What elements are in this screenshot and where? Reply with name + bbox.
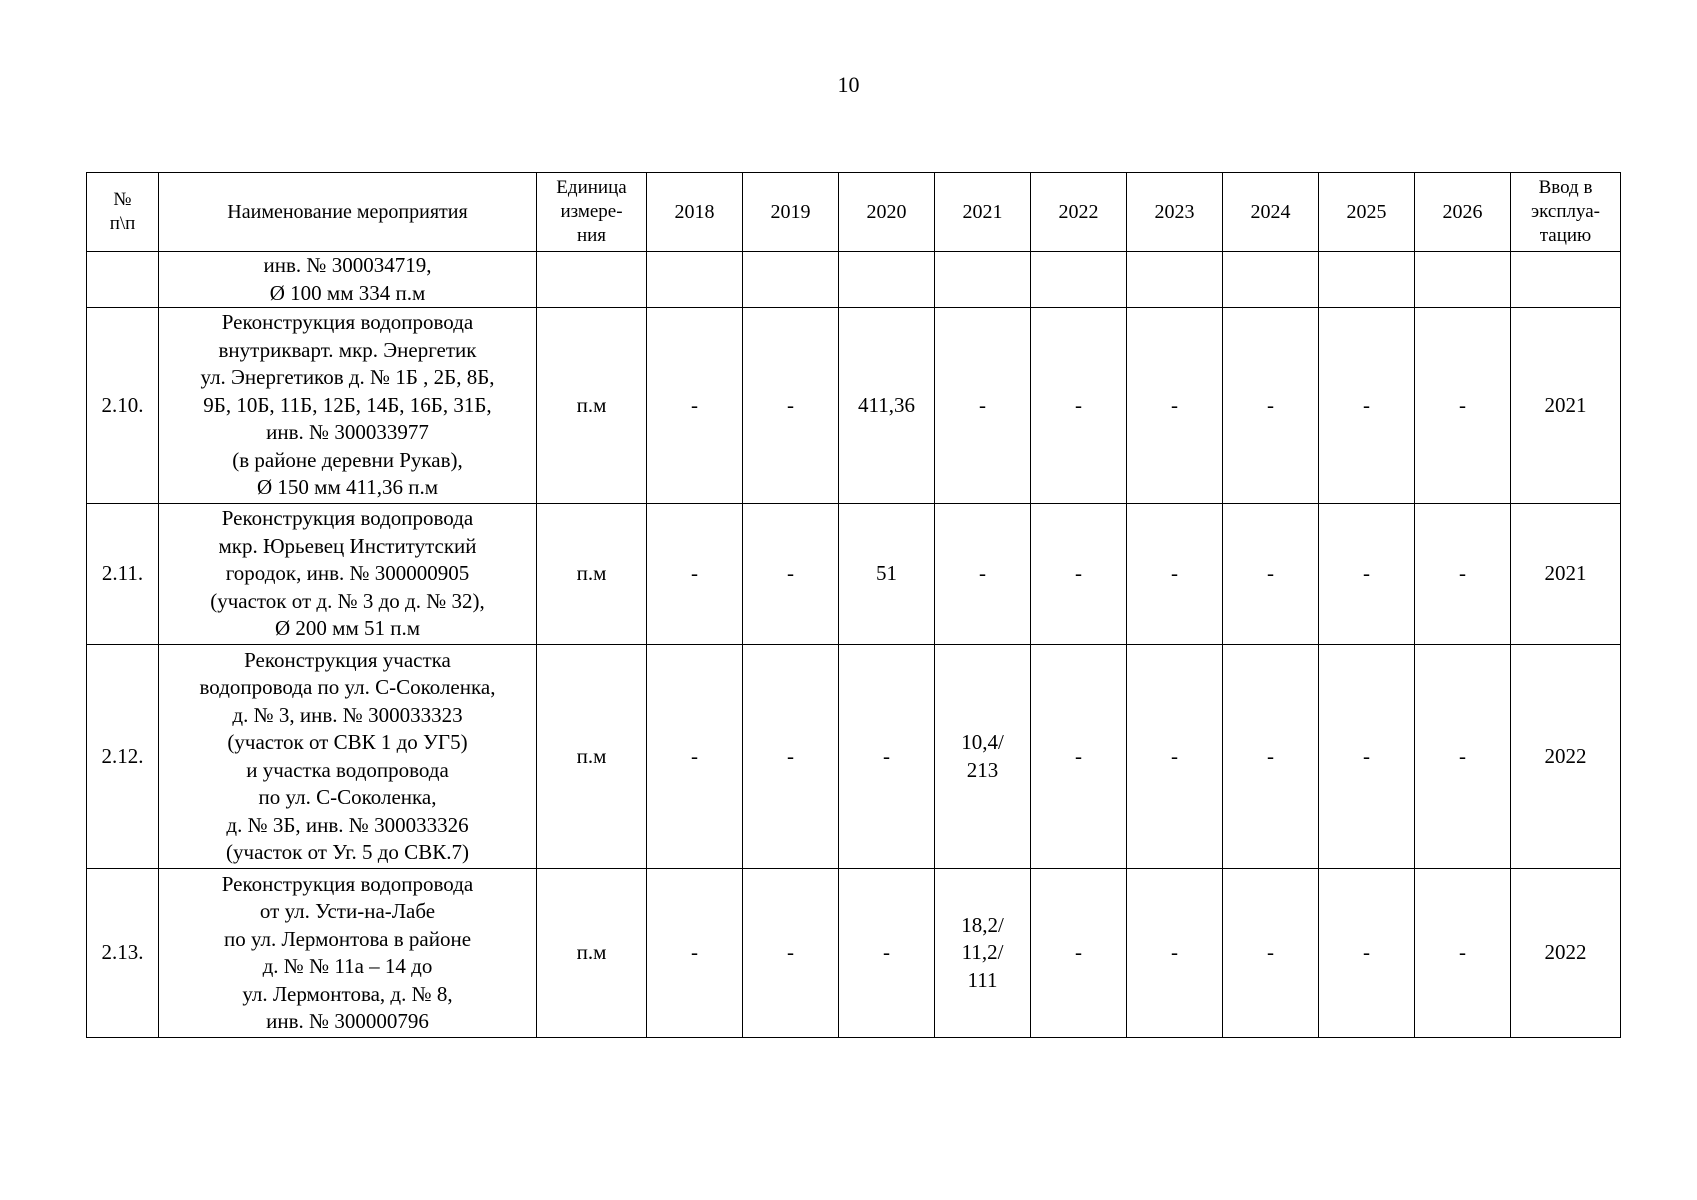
row-value: -: [743, 645, 839, 869]
header-year: 2018: [647, 173, 743, 252]
row-value: -: [1127, 645, 1223, 869]
table-row: [87, 252, 1621, 308]
row-name: Реконструкция участка водопровода по ул. С-Соколенка, д. № 3, инв. № 300033323 (участок от СВК 1 до УГ5) и участка водопровода по ул. С-Соколенка, д. № 3Б, инв. № 300033326 (участок от Уг. 5 до СВК.7): [159, 645, 537, 869]
row-value: -: [1319, 504, 1415, 645]
header-name: Наименование мероприятия: [159, 173, 537, 252]
row-value: -: [1031, 645, 1127, 869]
header-year: 2024: [1223, 173, 1319, 252]
row-value: -: [1319, 308, 1415, 504]
row-value: -: [1031, 308, 1127, 504]
row-value: -: [1415, 308, 1511, 504]
row-num: 2.11.: [87, 504, 159, 645]
row-value: [1415, 252, 1511, 308]
row-value: -: [743, 308, 839, 504]
header-year: 2025: [1319, 173, 1415, 252]
row-value: -: [1127, 504, 1223, 645]
row-value: -: [1415, 869, 1511, 1038]
row-num: 2.12.: [87, 645, 159, 869]
row-value: 18,2/ 11,2/ 111: [935, 869, 1031, 1038]
row-value: -: [647, 308, 743, 504]
table-row: [87, 645, 1621, 869]
row-commission: 2021: [1511, 308, 1621, 504]
table-row: [87, 504, 1621, 645]
row-value: [935, 252, 1031, 308]
header-year: 2020: [839, 173, 935, 252]
header-year: 2022: [1031, 173, 1127, 252]
header-year: 2026: [1415, 173, 1511, 252]
table-row: [87, 308, 1621, 504]
row-unit: [537, 252, 647, 308]
row-value: -: [1223, 645, 1319, 869]
row-value: [1319, 252, 1415, 308]
row-value: -: [1415, 504, 1511, 645]
row-value: [743, 252, 839, 308]
row-value: -: [647, 869, 743, 1038]
row-value: -: [1319, 869, 1415, 1038]
measures-table: [86, 172, 1621, 1038]
row-name: инв. № 300034719, Ø 100 мм 334 п.м: [159, 252, 537, 308]
row-name: Реконструкция водопровода от ул. Усти-на-Лабе по ул. Лермонтова в районе д. № № 11а – 14 до ул. Лермонтова, д. № 8, инв. № 300000796: [159, 869, 537, 1038]
row-value: -: [1223, 504, 1319, 645]
row-value: [1031, 252, 1127, 308]
row-value: -: [1319, 645, 1415, 869]
row-value: -: [1415, 645, 1511, 869]
header-year: 2023: [1127, 173, 1223, 252]
row-unit: п.м: [537, 308, 647, 504]
row-value: -: [647, 504, 743, 645]
row-value: -: [1223, 308, 1319, 504]
row-num: 2.13.: [87, 869, 159, 1038]
row-num: 2.10.: [87, 308, 159, 504]
row-value: 51: [839, 504, 935, 645]
row-value: -: [1127, 308, 1223, 504]
row-value: -: [935, 504, 1031, 645]
row-unit: п.м: [537, 504, 647, 645]
row-name: Реконструкция водопровода внутрикварт. мкр. Энергетик ул. Энергетиков д. № 1Б , 2Б, 8Б, 9Б, 10Б, 11Б, 12Б, 14Б, 16Б, 31Б, инв. № 300033977 (в районе деревни Рукав), Ø 150 мм 411,36 п.м: [159, 308, 537, 504]
row-value: [839, 252, 935, 308]
row-value: -: [743, 869, 839, 1038]
header-num: № п\п: [87, 173, 159, 252]
header-year: 2021: [935, 173, 1031, 252]
row-num: [87, 252, 159, 308]
row-commission: 2022: [1511, 645, 1621, 869]
row-value: -: [743, 504, 839, 645]
header-commission: Ввод в эксплуа- тацию: [1511, 173, 1621, 252]
row-value: [1127, 252, 1223, 308]
row-commission: 2022: [1511, 869, 1621, 1038]
row-value: -: [647, 645, 743, 869]
row-value: -: [1223, 869, 1319, 1038]
row-unit: п.м: [537, 869, 647, 1038]
row-commission: 2021: [1511, 504, 1621, 645]
row-value: -: [1127, 869, 1223, 1038]
row-commission: [1511, 252, 1621, 308]
table-header-row: [87, 173, 1621, 252]
row-value: [647, 252, 743, 308]
row-value: -: [1031, 869, 1127, 1038]
row-value: -: [1031, 504, 1127, 645]
table-row: [87, 869, 1621, 1038]
header-year: 2019: [743, 173, 839, 252]
page-number: 10: [837, 72, 860, 97]
row-value: -: [935, 308, 1031, 504]
row-value: -: [839, 645, 935, 869]
row-value: 411,36: [839, 308, 935, 504]
header-unit: Единица измере- ния: [537, 173, 647, 252]
row-value: [1223, 252, 1319, 308]
row-value: 10,4/ 213: [935, 645, 1031, 869]
row-name: Реконструкция водопровода мкр. Юрьевец Институтский городок, инв. № 300000905 (участок от д. № 3 до д. № 32), Ø 200 мм 51 п.м: [159, 504, 537, 645]
row-value: -: [839, 869, 935, 1038]
row-unit: п.м: [537, 645, 647, 869]
